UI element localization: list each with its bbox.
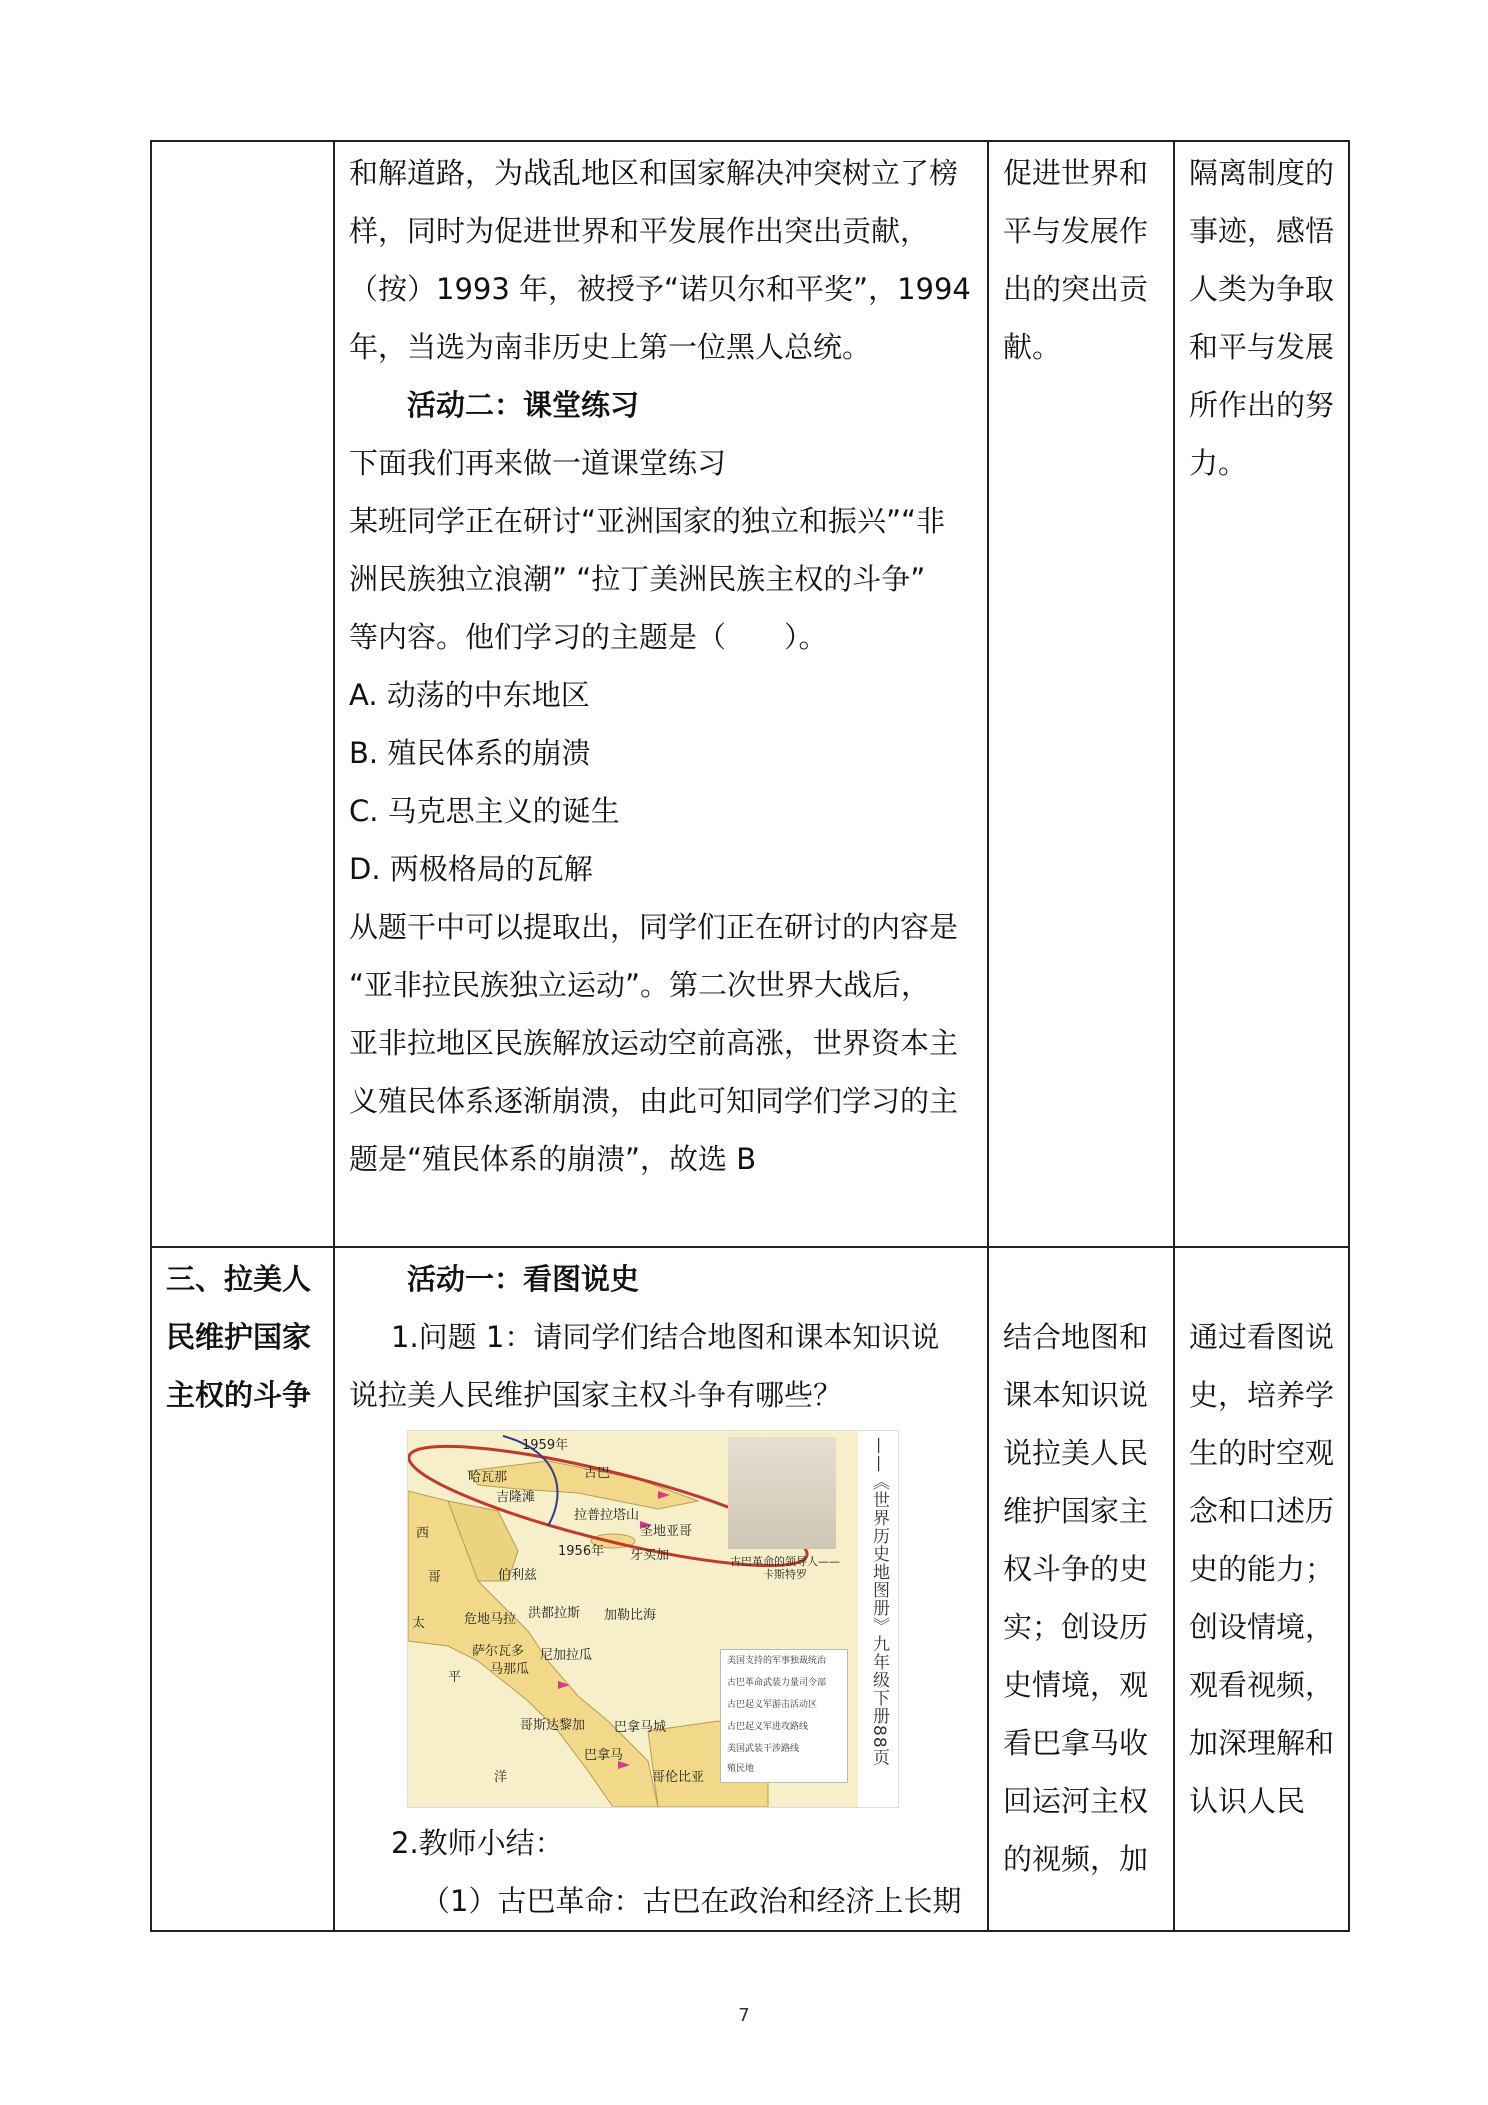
text-line: 通过看图说: [1189, 1320, 1335, 1354]
map-legend: [720, 1649, 848, 1783]
legend-item: 殖民地: [727, 1764, 755, 1774]
option-d: D. 两极格局的瓦解: [349, 852, 593, 886]
map-label: 哥伦比亚: [652, 1770, 705, 1785]
stage-title: 主权的斗争: [166, 1378, 312, 1412]
figure-caption: ——《世界历史地图册》九年级下册88页: [869, 1437, 889, 1767]
summary-heading: 2.教师小结：: [391, 1826, 564, 1860]
legend-item: 美国支持的军事独裁统治: [727, 1656, 827, 1666]
activity-heading: 活动二：课堂练习: [407, 388, 640, 422]
stage-cell-empty: [151, 141, 334, 1247]
answer-line: “亚非拉民族独立运动”。第二次世界大战后，: [349, 968, 931, 1002]
design-intent-cell: [988, 1247, 1174, 1931]
question-line: 等内容。他们学习的主题是（ ）。: [349, 620, 828, 654]
map-label: 牙买加: [630, 1548, 670, 1563]
map-label: 哥斯达黎加: [520, 1718, 586, 1733]
castro-photo: [728, 1437, 836, 1549]
answer-line: 从题干中可以提取出，同学们正在研讨的内容是: [349, 910, 959, 944]
text-line: 下面我们再来做一道课堂练习: [349, 446, 727, 480]
question-line: 洲民族独立浪潮” “拉丁美洲民族主权的斗争”: [349, 562, 926, 596]
stage-title: 三、拉美人: [166, 1262, 312, 1296]
text-line: 史，培养学: [1189, 1378, 1335, 1412]
question-line: 说拉美人民维护国家主权斗争有哪些？: [349, 1378, 843, 1412]
legend-item: 古巴起义军进攻路线: [727, 1722, 809, 1732]
map-label: 巴拿马: [584, 1748, 624, 1763]
text-line: 课本知识说: [1003, 1378, 1149, 1412]
text-line: 权斗争的史: [1003, 1552, 1149, 1586]
text-line: 史的能力；: [1189, 1552, 1335, 1586]
text-line: 样，同时为促进世界和平发展作出突出贡献，: [349, 214, 930, 248]
figure-caption-strip: [858, 1431, 898, 1807]
answer-line: 亚非拉地区民族解放运动空前高涨，世界资本主: [349, 1026, 959, 1060]
map-label: 平: [448, 1670, 462, 1685]
text-line: 出的突出贡: [1003, 272, 1149, 306]
lesson-plan-table: [150, 140, 1350, 1932]
text-line: 念和口述历: [1189, 1494, 1335, 1528]
text-line: 的视频，加: [1003, 1842, 1149, 1876]
text-line: 事迹，感悟: [1189, 214, 1335, 248]
answer-line: 义殖民体系逐渐崩溃，由此可知同学们学习的主: [349, 1084, 959, 1118]
stage-cell: [151, 1247, 334, 1931]
text-line: 看巴拿马收: [1003, 1726, 1149, 1760]
text-line: 促进世界和: [1003, 156, 1149, 190]
map-label: 1956年: [558, 1544, 605, 1559]
answer-line: 题是“殖民体系的崩溃”，故选 B: [349, 1142, 757, 1176]
summary-item: （1）古巴革命：古巴在政治和经济上长期: [421, 1884, 962, 1918]
text-line: 所作出的努: [1189, 388, 1335, 422]
map-label: 哈瓦那: [468, 1470, 508, 1485]
goal-cell: [1174, 1247, 1349, 1931]
text-line: 和平与发展: [1189, 330, 1335, 364]
text-line: 年，当选为南非历史上第一位黑人总统。: [349, 330, 872, 364]
map-label: 吉隆滩: [496, 1490, 536, 1505]
text-line: 平与发展作: [1003, 214, 1149, 248]
question-line: 1.问题 1：请同学们结合地图和课本知识说: [391, 1320, 940, 1354]
legend-item: 古巴起义军游击活动区: [727, 1700, 818, 1710]
map-label: 拉普拉塔山: [574, 1508, 640, 1523]
option-b: B. 殖民体系的崩溃: [349, 736, 591, 770]
text-line: 力。: [1189, 446, 1248, 480]
map-label: 古巴: [584, 1466, 611, 1481]
design-intent-cell: [988, 141, 1174, 1247]
text-line: 认识人民: [1189, 1784, 1306, 1818]
photo-caption: 古巴革命的领导人——卡斯特罗: [730, 1555, 840, 1581]
map-label: 太: [412, 1616, 426, 1631]
activity-cell: [334, 141, 988, 1247]
legend-item: 美国武装干涉路线: [727, 1744, 800, 1754]
map-label: 圣地亚哥: [640, 1524, 693, 1539]
text-line: （按）1993 年，被授予“诺贝尔和平奖”，1994: [349, 272, 971, 306]
latin-america-map-figure: [407, 1430, 899, 1808]
table-row: [151, 141, 1349, 1247]
text-line: 维护国家主: [1003, 1494, 1149, 1528]
map-label: 西: [416, 1526, 430, 1541]
text-line: 史情境，观: [1003, 1668, 1149, 1702]
option-a: A. 动荡的中东地区: [349, 678, 590, 712]
map-label: 萨尔瓦多: [472, 1644, 525, 1659]
text-line: 加深理解和: [1189, 1726, 1335, 1760]
map-label: 巴拿马城: [614, 1720, 667, 1735]
map-label: 加勒比海: [604, 1608, 657, 1623]
text-line: 人类为争取: [1189, 272, 1335, 306]
map-label: 洋: [494, 1770, 508, 1785]
map-label: 哥: [428, 1570, 442, 1585]
map-label: 危地马拉: [464, 1612, 517, 1627]
activity-cell: [334, 1247, 988, 1931]
text-line: 观看视频，: [1189, 1668, 1335, 1702]
text-line: 实；创设历: [1003, 1610, 1149, 1644]
text-line: 结合地图和: [1003, 1320, 1149, 1354]
stage-title: 民维护国家: [166, 1320, 312, 1354]
text-line: 创设情境，: [1189, 1610, 1335, 1644]
option-c: C. 马克思主义的诞生: [349, 794, 620, 828]
map-label: 马那瓜: [490, 1662, 530, 1677]
text-line: 回运河主权: [1003, 1784, 1149, 1818]
map-label: 伯利兹: [498, 1568, 538, 1583]
goal-cell: [1174, 141, 1349, 1247]
map-label: 尼加拉瓜: [540, 1648, 593, 1663]
question-line: 某班同学正在研讨“亚洲国家的独立和振兴”“非: [349, 504, 946, 538]
text-line: 说拉美人民: [1003, 1436, 1149, 1470]
table-row: [151, 1247, 1349, 1931]
legend-item: 古巴革命武装力量司令部: [727, 1678, 827, 1688]
text-line: 生的时空观: [1189, 1436, 1335, 1470]
text-line: 隔离制度的: [1189, 156, 1335, 190]
text-line: 和解道路，为战乱地区和国家解决冲突树立了榜: [349, 156, 959, 190]
text-line: 献。: [1003, 330, 1062, 364]
map-label: 洪都拉斯: [528, 1606, 581, 1621]
map-label: 1959年: [522, 1438, 569, 1453]
page-number: 7: [738, 2005, 750, 2026]
activity-heading: 活动一：看图说史: [407, 1262, 640, 1296]
